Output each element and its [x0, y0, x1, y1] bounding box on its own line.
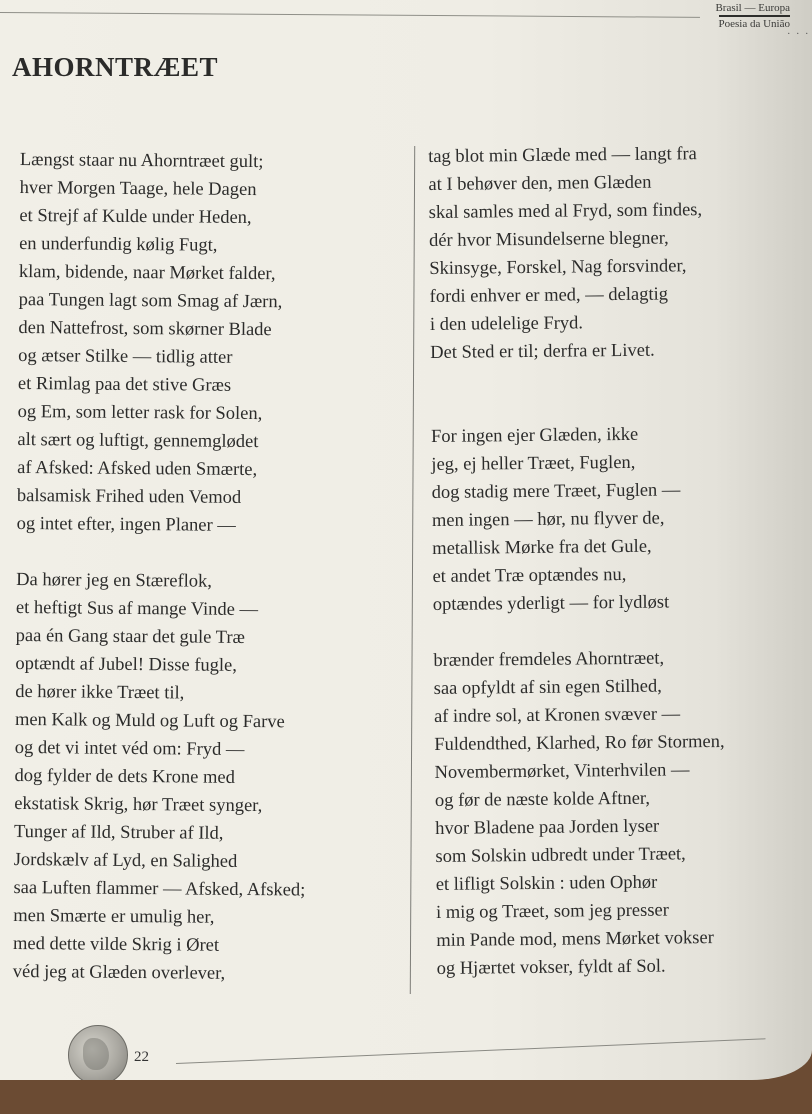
left-verse-line: Jordskælv af Lyd, en Salighed	[13, 849, 238, 872]
left-verse-line: dog fylder de dets Krone med	[14, 765, 235, 788]
left-verse-line: et heftigt Sus af mange Vinde —	[15, 597, 259, 621]
right-verse-line: For ingen ejer Glæden, ikke	[430, 424, 639, 447]
left-verse-line: klam, bidende, naar Mørket falder,	[18, 261, 276, 285]
left-verse-line: et Rimlag paa det stive Græs	[17, 373, 232, 396]
left-verse-line: en underfundig kølig Fugt,	[19, 233, 218, 256]
left-verse-line: den Nattefrost, som skørner Blade	[18, 317, 272, 341]
left-verse-line: saa Luften flammer — Afsked, Afsked;	[13, 877, 306, 901]
right-verse-line: saa opfyldt af sin egen Stilhed,	[433, 676, 662, 699]
left-verse-line: paa én Gang staar det gule Træ	[15, 625, 245, 648]
page-footer	[68, 1025, 768, 1080]
left-column	[13, 146, 312, 989]
right-verse-line: i mig og Træet, som jeg presser	[435, 900, 669, 923]
header-line-1: Brasil — Europa	[715, 2, 790, 14]
footer-rule	[176, 1038, 766, 1064]
right-verse-line: metallisk Mørke fra det Gule,	[432, 536, 652, 559]
right-verse-line: min Pande mod, mens Mørket vokser	[436, 928, 714, 951]
stanza-break	[16, 538, 308, 569]
left-verse-line: og Em, som letter rask for Solen,	[17, 401, 263, 425]
header-dots: . . .	[787, 26, 810, 37]
right-verse-line: men ingen — hør, nu flyver de,	[431, 508, 665, 531]
left-verse-line: véd jeg at Glæden overlever,	[12, 961, 226, 984]
page-number: 22	[134, 1049, 149, 1065]
right-verse-line: af indre sol, at Kronen svæver —	[433, 704, 681, 727]
header-rule	[0, 12, 700, 18]
left-verse-line: af Afsked: Afsked uden Smærte,	[17, 457, 258, 481]
right-verse-line: i den udelelige Fryd.	[429, 313, 584, 335]
left-verse-line: Da hører jeg en Stæreflok,	[16, 569, 213, 592]
right-verse-line: dér hvor Misundelserne blegner,	[428, 228, 669, 251]
right-verse-line: Fuldendthed, Klarhed, Ro før Stormen,	[434, 731, 725, 755]
right-verse-line: jeg, ej heller Træet, Fuglen,	[431, 452, 636, 475]
right-verse-line: og før de næste kolde Aftner,	[434, 788, 651, 811]
left-verse-line: paa Tungen lagt som Smag af Jærn,	[18, 289, 283, 313]
left-verse-line: og ætser Stilke — tidlig atter	[18, 345, 233, 368]
right-verse-line: hvor Bladene paa Jorden lyser	[435, 816, 660, 839]
right-verse-line: Novembermørket, Vinterhvilen —	[434, 760, 690, 783]
left-verse-line: ekstatisk Skrig, hør Træet synger,	[14, 793, 263, 817]
right-verse-line: et andet Træ optændes nu,	[432, 564, 627, 587]
medallion-emblem	[68, 1025, 128, 1080]
left-verse-line: Længst staar nu Ahorntræet gult;	[19, 149, 264, 173]
column-divider	[410, 146, 415, 994]
right-verse-line: tag blot min Glæde med — langt fra	[428, 144, 697, 167]
header-line-2: Poesia da União	[719, 15, 790, 31]
right-verse-line: Skinsyge, Forskel, Nag forsvinder,	[429, 256, 687, 279]
left-verse-line: Tunger af Ild, Struber af Ild,	[13, 821, 224, 844]
left-verse-line: men Smærte er umulig her,	[13, 905, 215, 928]
right-verse-line: brænder fremdeles Ahorntræet,	[433, 648, 665, 671]
stanza-break	[433, 616, 724, 647]
stanza-break	[431, 392, 722, 423]
left-verse-line: med dette vilde Skrig i Øret	[12, 933, 220, 956]
poem-title: AHORNTRÆET	[12, 52, 219, 82]
left-verse-line: optændt af Jubel! Disse fugle,	[15, 653, 238, 676]
stanza-break	[430, 364, 721, 395]
left-verse-line: balsamisk Frihed uden Vemod	[16, 485, 242, 508]
left-verse-line: de hører ikke Træet til,	[15, 681, 185, 704]
right-verse-line: et lifligt Solskin : uden Ophør	[435, 872, 658, 895]
left-verse-line: hver Morgen Taage, hele Dagen	[19, 177, 257, 201]
left-verse-line: et Strejf af Kulde under Heden,	[19, 205, 252, 229]
right-verse-line: som Solskin udbredt under Træet,	[435, 844, 686, 867]
right-verse-line: fordi enhver er med, — delagtig	[429, 284, 669, 307]
right-verse-line: og Hjærtet vokser, fyldt af Sol.	[436, 956, 666, 979]
right-verse-line: dog stadig mere Træet, Fuglen —	[431, 480, 681, 503]
left-verse-line: og det vi intet véd om: Fryd —	[14, 737, 245, 760]
header-tag	[680, 2, 790, 31]
left-verse-line: men Kalk og Muld og Luft og Farve	[14, 709, 285, 733]
right-verse-line: skal samles med al Fryd, som findes,	[428, 200, 703, 223]
right-verse-line: at I behøver den, men Glæden	[428, 172, 652, 195]
left-verse-line: og intet efter, ingen Planer —	[16, 513, 236, 536]
right-verse-line: Det Sted er til; derfra er Livet.	[430, 340, 655, 363]
right-column	[428, 140, 727, 983]
right-verse-line: optændes yderligt — for lydløst	[432, 592, 670, 615]
left-verse-line: alt sært og luftigt, gennemglødet	[17, 429, 259, 453]
